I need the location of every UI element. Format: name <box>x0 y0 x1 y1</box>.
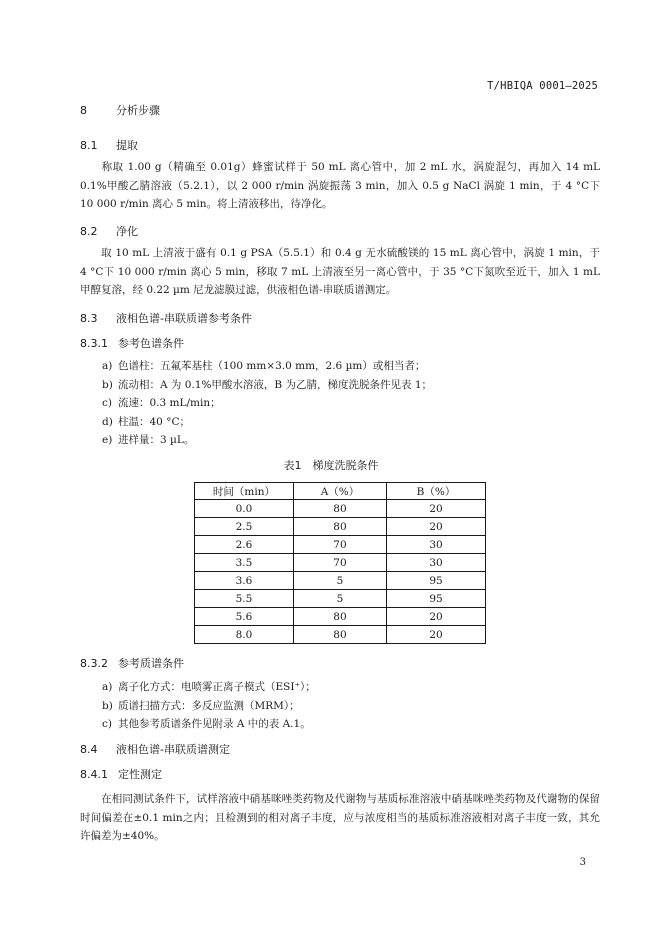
list-item: d) 柱温：40 °C； <box>102 415 190 428</box>
list-item: b) 质谱扫描方式：多反应监测（MRM）； <box>102 699 300 712</box>
table-row: 3.5 70 30 <box>195 554 486 572</box>
heading-8-3-2-number: 8.3.2 <box>80 657 108 670</box>
heading-8-3 <box>80 310 252 326</box>
heading-8-3-1 <box>80 335 184 351</box>
heading-8-3-number: 8.3 <box>80 312 98 325</box>
table-caption: 表1 梯度洗脱条件 <box>283 459 379 472</box>
heading-8-1 <box>80 137 138 153</box>
heading-8-3-title: 液相色谱-串联质谱参考条件 <box>116 312 252 325</box>
column-header-time: 时间（min） <box>195 483 294 500</box>
page-number: 3 <box>579 857 586 868</box>
paragraph-extraction-text: 称取 1.00 g（精确至 0.01g）蜂蜜试样于 50 mL 离心管中，加 2 mL 水，涡旋混匀，再加入 14 mL 0.1%甲酸乙腈溶液（5.2.1），以 2 000 r/min 涡旋振荡 3 min，加入 0.5 g NaCl 涡旋 1 min，于 4 °C下 10 000 r/min 离心 5 min。将上清液移出，待净化。 <box>80 161 600 210</box>
table-row: 5.5 5 95 <box>195 590 486 608</box>
standard-code: T/HBIQA 0001—2025 <box>487 80 598 92</box>
heading-8-title: 分析步骤 <box>116 104 160 117</box>
list-item: e) 进样量：3 µL。 <box>102 434 195 446</box>
heading-8-3-2 <box>80 655 184 671</box>
table-row: 3.6 5 95 <box>195 572 486 590</box>
table-row: 2.6 70 30 <box>195 536 486 554</box>
heading-8-3-1-title: 参考色谱条件 <box>118 337 184 350</box>
heading-8-4 <box>80 741 230 757</box>
list-item: a) 色谱柱：五氟苯基柱（100 mm×3.0 mm，2.6 µm）或相当者； <box>102 360 426 372</box>
heading-8-2 <box>80 223 138 239</box>
table-row: 0.0 80 20 <box>195 500 486 518</box>
gradient-elution-table <box>194 482 486 644</box>
heading-8-4-1 <box>80 766 162 782</box>
table-row: 5.6 80 20 <box>195 608 486 626</box>
heading-8-1-number: 8.1 <box>80 139 98 152</box>
heading-8-3-2-title: 参考质谱条件 <box>118 657 184 670</box>
heading-8-2-number: 8.2 <box>80 225 98 238</box>
column-header-b: B（%） <box>387 483 486 500</box>
paragraph-purification-text: 取 10 mL 上清液于盛有 0.1 g PSA（5.5.1）和 0.4 g 无水硫酸镁的 15 mL 离心管中，涡旋 1 min，于 4 °C下 10 000 r/min 离心 5 min，移取 7 mL 上清液至另一离心管中，于 35 °C下氮吹至近干，加入 1 mL 甲醇复溶，经 0.22 µm 尼龙滤膜过滤，供液相色谱-串联质谱测定。 <box>80 247 600 296</box>
heading-8-1-title: 提取 <box>116 139 138 152</box>
heading-8-4-1-number: 8.4.1 <box>80 768 108 781</box>
chromatography-conditions-list <box>102 357 432 450</box>
table-header-row <box>195 483 486 500</box>
heading-8 <box>80 102 160 118</box>
paragraph-purification <box>80 244 600 300</box>
heading-8-4-number: 8.4 <box>80 743 98 756</box>
table-row: 2.5 80 20 <box>195 518 486 536</box>
table-row: 8.0 80 20 <box>195 626 486 644</box>
paragraph-extraction <box>80 158 600 214</box>
list-item: c) 其他参考质谱条件见附录 A 中的表 A.1。 <box>102 718 311 730</box>
heading-8-3-1-number: 8.3.1 <box>80 337 108 350</box>
heading-8-4-title: 液相色谱-串联质谱测定 <box>116 743 230 756</box>
list-item: c) 流速：0.3 mL/min； <box>102 397 221 409</box>
paragraph-qualitative-text: 在相同测试条件下，试样溶液中硝基咪唑类药物及代谢物与基质标准溶液中硝基咪唑类药物及代谢物的保留时间偏差在±0.1 min之内；且检测到的相对离子丰度，应与浓度相当的基质标准溶液相对离子丰度一致，其允许偏差为±40%。 <box>80 793 600 842</box>
heading-8-2-title: 净化 <box>116 225 138 238</box>
column-header-a: A（%） <box>293 483 386 500</box>
list-item: a) 离子化方式：电喷雾正离子模式（ESI⁺）； <box>102 681 316 693</box>
paragraph-qualitative <box>80 790 600 846</box>
list-item: b) 流动相：A 为 0.1%甲酸水溶液，B 为乙腈，梯度洗脱条件见表 1； <box>102 378 433 391</box>
heading-8-4-1-title: 定性测定 <box>118 768 162 781</box>
heading-8-number: 8 <box>80 104 87 117</box>
mass-spec-conditions-list <box>102 678 316 734</box>
